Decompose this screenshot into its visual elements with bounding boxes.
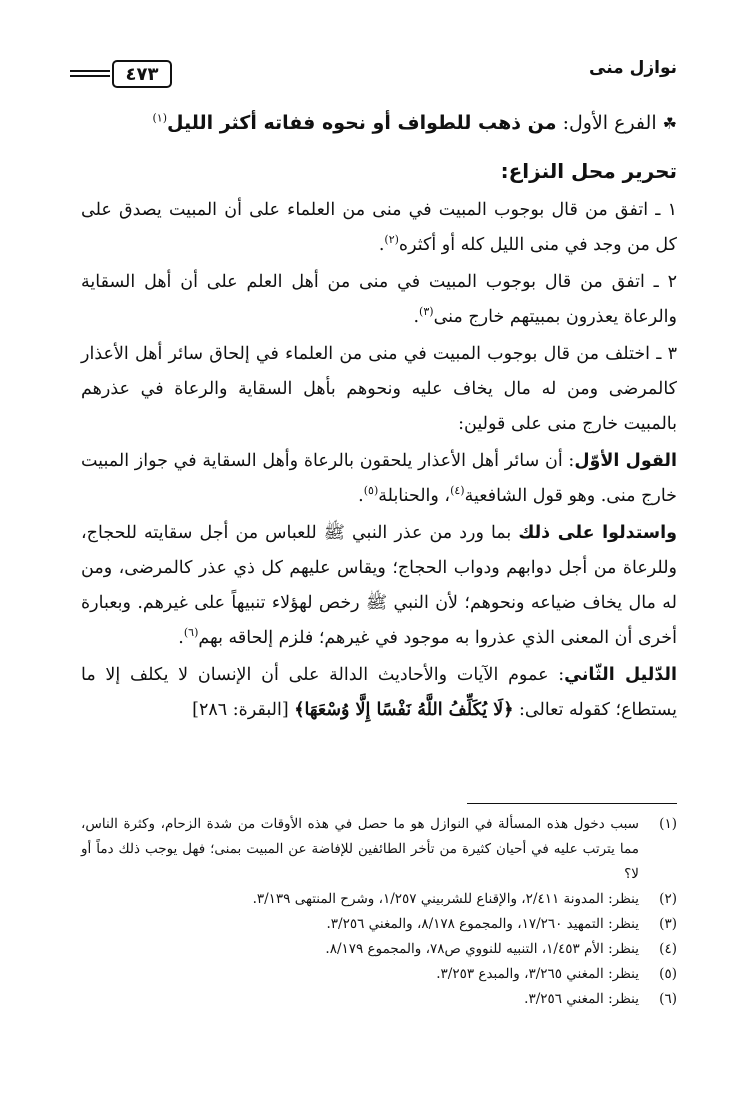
- footnote-ref: (٤): [450, 484, 465, 498]
- running-head: نوازل منى: [589, 58, 677, 78]
- header-rule: [70, 75, 110, 77]
- verse-reference: [البقرة: ٢٨٦]: [192, 700, 295, 720]
- footnote: (٢) ينظر: المدونة ٢/٤١١، والإقناع للشربيني ١/٢٥٧، وشرح المنتهى ٣/١٣٩.: [252, 891, 677, 907]
- page-number-ornament: [70, 60, 170, 88]
- quran-verse: ﴿لَا يُكَلِّفُ اللَّهُ نَفْسًا إِلَّا وُسْعَهَا﴾: [294, 700, 514, 720]
- leaf-icon: ☘: [662, 114, 677, 133]
- footnote: (٥) ينظر: المغني ٣/٢٦٥، والمبدع ٣/٢٥٣.: [436, 966, 677, 982]
- footnote-ref: (٥): [363, 484, 379, 498]
- footnote: (٣) ينظر: التمهيد ١٧/٢٦٠، والمجموع ٨/١٧٨، والمغني ٣/٢٥٦.: [326, 916, 677, 932]
- footnote: (٦) ينظر: المغني ٣/٢٥٦.: [524, 991, 677, 1007]
- evidence-paragraph: واستدلوا على ذلك بما ورد من عذر النبي ﷺ للعباس من أجل سقايته للحجاج، وللرعاة من أجل دوابهم ودواب الحجاج؛ ويقاس عليهم كل ذي عذر كالمرضى، ومن له مال يخاف ضياعه ونحوهم؛ لأن النبي ﷺ رخص لهؤلاء تنبيهاً على غيرهم. وبعبارة أخرى أن المعنى الذي عذروا به موجود في غيرهم؛ فلزم إلحاقه بهم$^{(٦)}$.: [81, 523, 677, 648]
- point-2: ٢ ـ اتفق من قال بوجوب المبيت في منى من أهل العلم على أن أهل السقاية والرعاة يعذرون بمبيتهم خارج منى$^{(٣)}$.: [81, 272, 677, 327]
- footnote-separator: [467, 803, 677, 804]
- footnote-ref: (٢): [384, 233, 399, 247]
- footnote-ref: (١): [152, 111, 167, 125]
- footnote-ref: (٦): [183, 626, 199, 640]
- footnote-ref: (٣): [419, 305, 434, 319]
- main-text: [81, 105, 677, 730]
- footnotes: [81, 812, 677, 1012]
- branch-heading: [81, 105, 677, 142]
- header-rule: [70, 70, 110, 72]
- section-title: تحرير محل النزاع:: [500, 159, 677, 183]
- evidence-label: واستدلوا على ذلك: [518, 523, 677, 543]
- second-proof-label: الدّليل الثّاني: [564, 665, 677, 685]
- branch-prefix: الفرع الأول:: [556, 112, 657, 134]
- branch-title: من ذهب للطواف أو نحوه ففاته أكثر الليل: [166, 112, 557, 134]
- second-proof: الدّليل الثّاني: عموم الآيات والأحاديث الدالة على أن الإنسان لا يكلف إلا ما يستطاع؛ كقوله تعالى: ﴿لَا يُكَلِّفُ اللَّهُ نَفْسًا إِلَّا وُسْعَهَا﴾ [البقرة: ٢٨٦]: [81, 665, 677, 720]
- first-opinion-label: القول الأوّل: [574, 451, 677, 471]
- footnote: (٤) ينظر: الأم ١/٤٥٣، التنبيه للنووي ص٧٨، والمجموع ٨/١٧٩.: [325, 941, 677, 957]
- footnote: (١) سبب دخول هذه المسألة في النوازل هو ما حصل في هذه الأوقات من شدة الزحام، وكثرة الناس، مما يترتب عليه في أحيان كثيرة من تأخر الطائفين للإفاضة عن المبيت بمنى؛ فهل يوجب ذلك دماً أو لا؟: [81, 816, 677, 882]
- point-1: ١ ـ اتفق من قال بوجوب المبيت في منى من العلماء على أن المبيت يصدق على كل من وجد في منى الليل كله أو أكثره$^{(٢)}$.: [81, 200, 677, 255]
- page-number: ٤٧٣: [112, 60, 172, 88]
- point-3: ٣ ـ اختلف من قال بوجوب المبيت في منى من العلماء في إلحاق سائر أهل الأعذار كالمرضى ومن له مال يخاف عليه ونحوهم بأهل السقاية والرعاة في عذرهم بالمبيت خارج منى على قولين:: [81, 344, 677, 434]
- first-opinion: القول الأوّل: أن سائر أهل الأعذار يلحقون بالرعاة وأهل السقاية في جواز المبيت خارج منى. وهو قول الشافعية$^{(٤)}$، والحنابلة$^{(٥)}$.: [81, 451, 677, 506]
